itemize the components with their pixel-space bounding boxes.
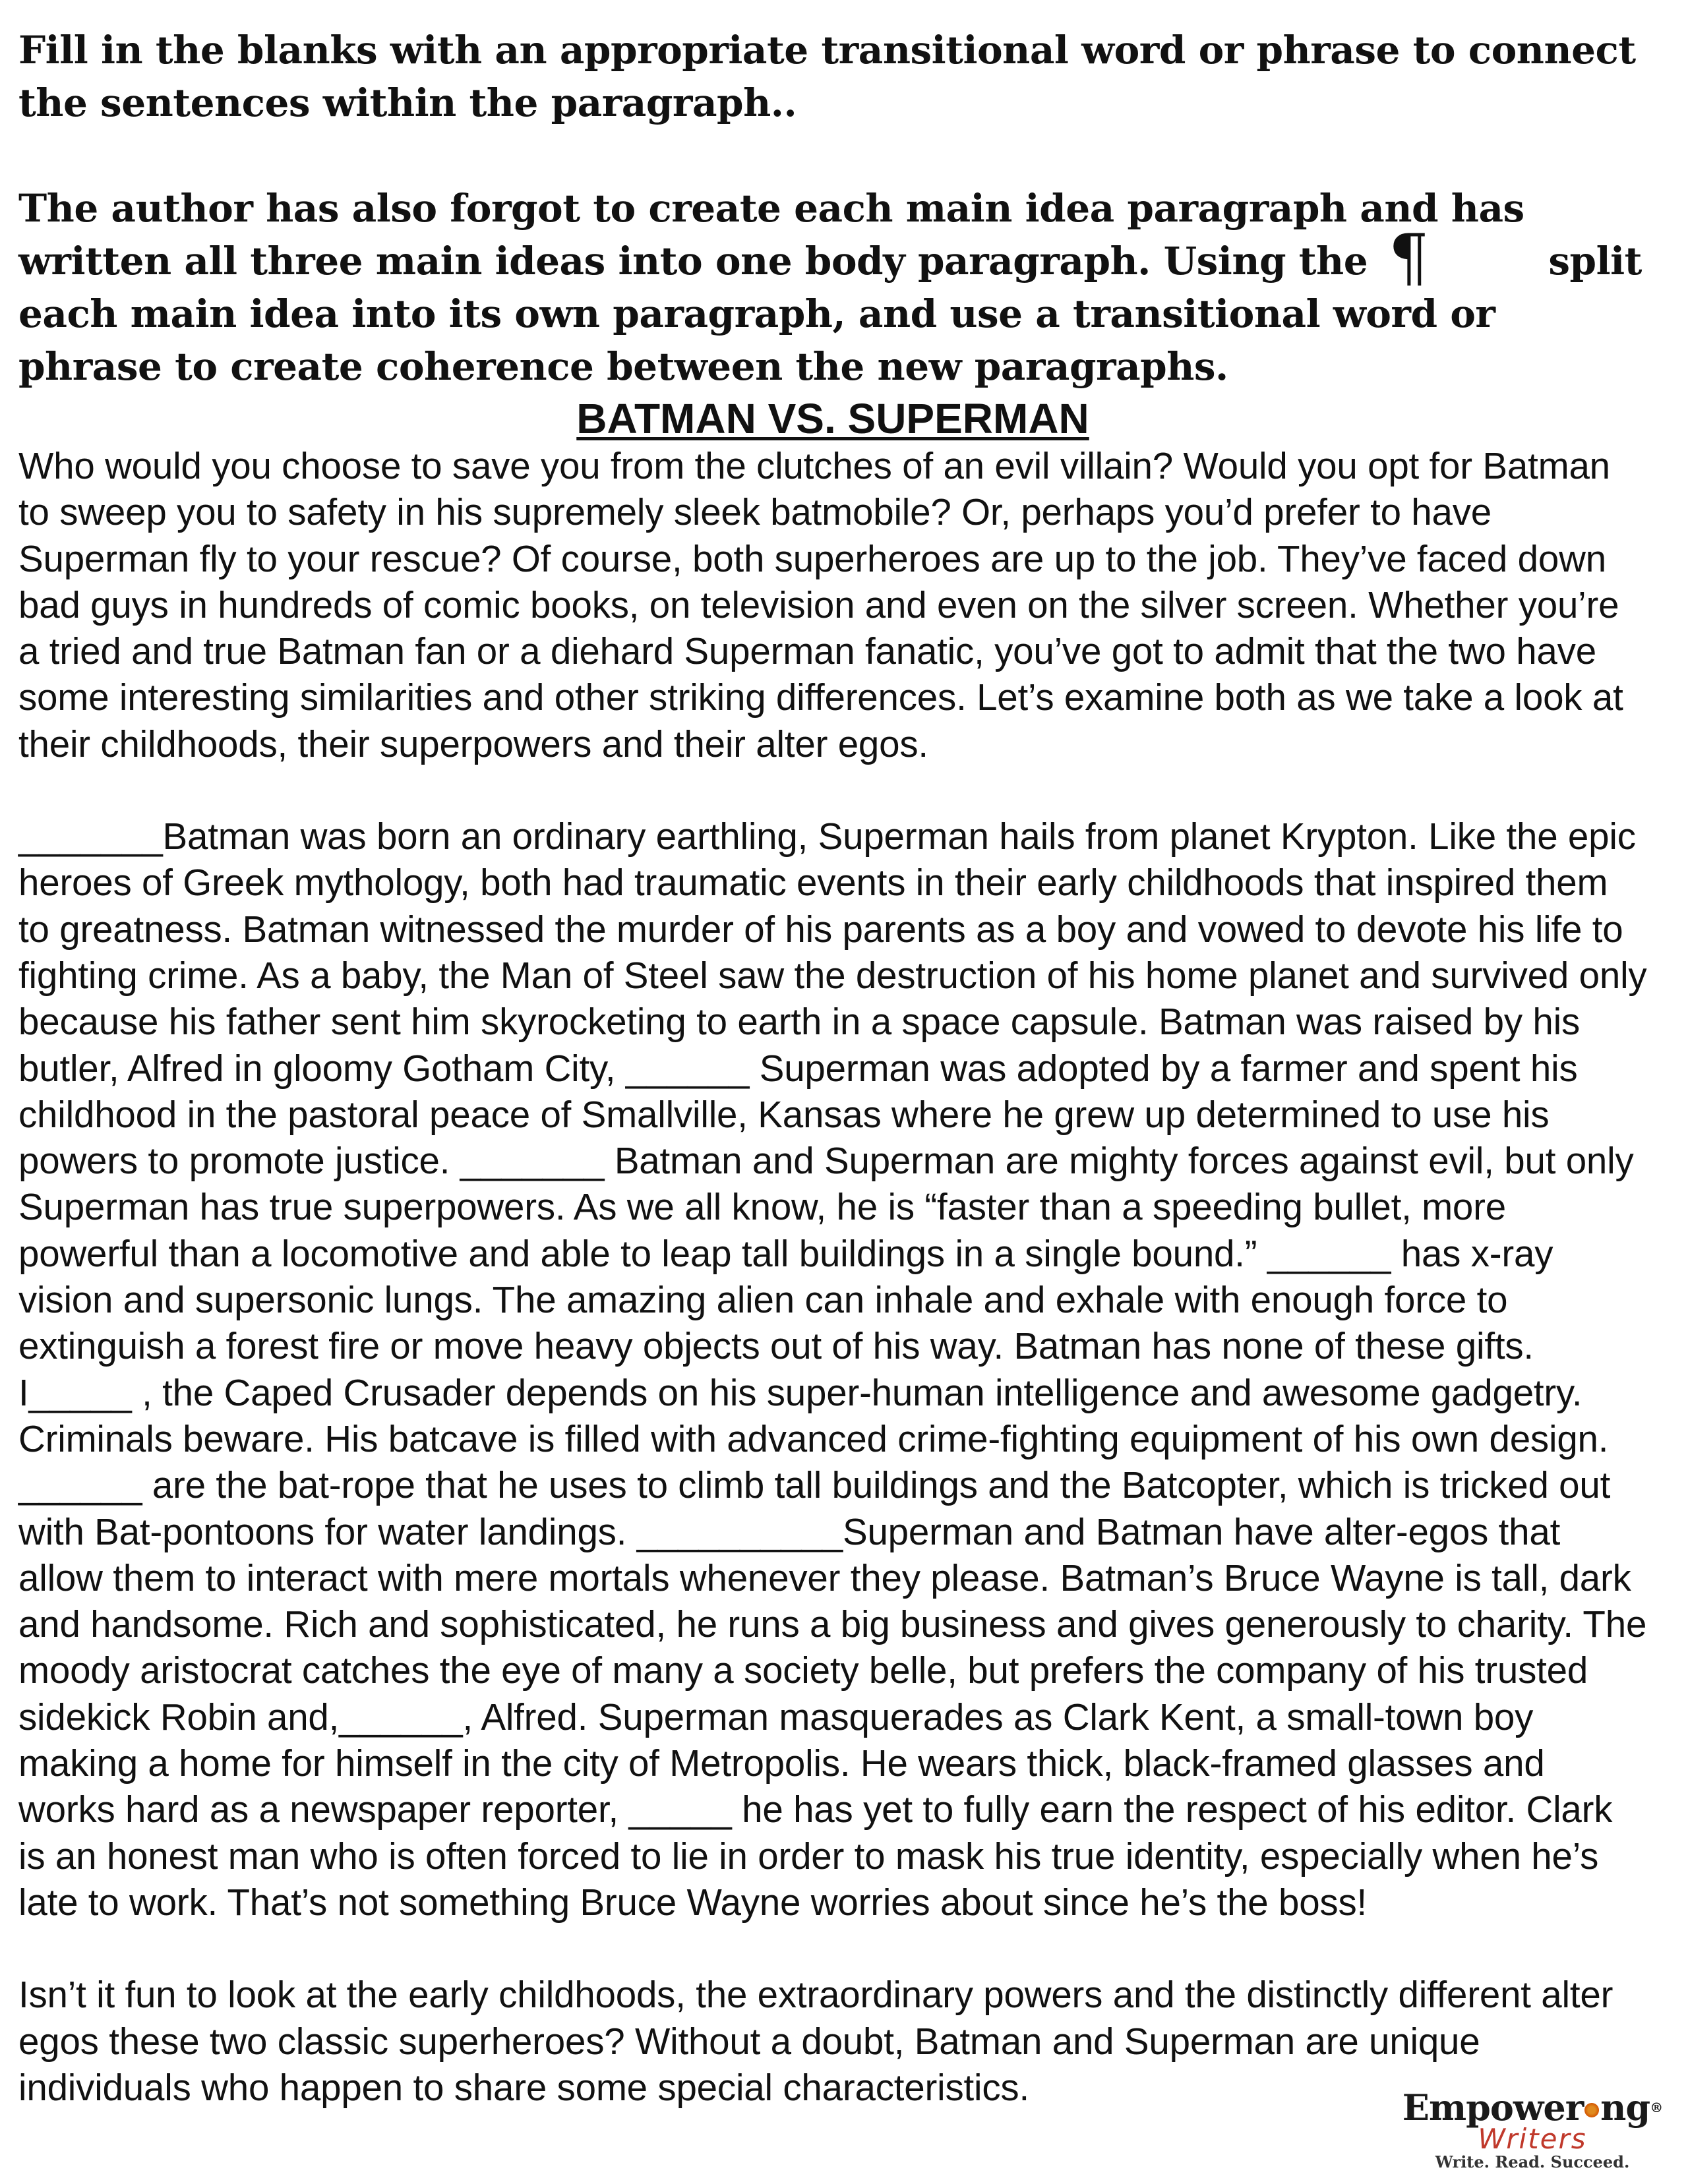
body-paragraph: _______Batman was born an ordinary earthling, Superman hails from planet Krypton. Like the epic heroes of Greek mythology, both had traumatic events in their early childhoods that inspired them to greatness. Batman witnessed the murder of his parents as a boy and vowed to devote his life to fighting crime. As a baby, the Man of Steel saw the destruction of his home planet and survived only because his father sent him skyrocketing to earth in a space capsule. Batman was raised by his butler, Alfred in gloomy Gotham City, ______ Superman was adopted by a farmer and spent his childhood in the pastoral peace of Smallville, Kansas where he grew up determined to use his powers to promote justice. _______ Batman and Superman are mighty forces against evil, but only Superman has true superpowers. As we all know, he is “faster than a speeding bullet, more powerful than a locomotive and able to leap tall buildings in a single bound.” ______ has x-ray vision and supersonic lungs. The amazing alien can inhale and exhale with enough force to extinguish a forest fire or move heavy objects out of his way. Batman has none of these gifts. I_____ , the Caped Crusader depends on his super-human intelligence and awesome gadgetry. Criminals beware. His batcave is filled with advanced crime-fighting equipment of his own design. ______ are the bat-rope that he uses to climb tall buildings and the Batcopter, which is tricked out with Bat-pontoons for water landings. __________Superman and Batman have alter-egos that allow them to interact with mere mortals whenever they please. Batman’s Bruce Wayne is tall, dark and handsome. Rich and sophisticated, he runs a big business and gives generously to charity. The moody aristocrat catches the eye of many a society belle, but prefers the company of his trusted sidekick Robin and,______, Alfred. Superman masquerades as Clark Kent, a small-town boy making a home for himself in the city of Metropolis. He wears thick, black-framed glasses and works hard as a newspaper reporter, _____ he has yet to fully earn the respect of his editor. Clark is an honest man who is often forced to lie in order to mask his true identity, especially when he’s late to work. That’s not something Bruce Wayne worries about since he’s the boss!	[18, 815, 1647, 1923]
logo-wordmark: Empower ng®	[1402, 2086, 1663, 2129]
empowering-writers-logo	[1387, 2086, 1677, 2181]
sun-icon	[1584, 2103, 1599, 2117]
instruction-fill-blanks: Fill in the blanks with an appropriate transitional word or phrase to connect the sentences within the paragraph..	[18, 28, 1636, 125]
logo-tagline: Write. Read. Succeed.	[1435, 2152, 1630, 2171]
essay-body	[18, 443, 1647, 2111]
pilcrow-icon: ¶	[1388, 221, 1429, 295]
essay-title: BATMAN VS. SUPERMAN	[576, 395, 1089, 442]
instruction-text-end: split each main idea into its own paragraph, and use a transitional word or phrase to create coherence between the new paragraphs.	[18, 239, 1642, 389]
instruction-split-paragraphs	[18, 182, 1647, 393]
conclusion-paragraph: Isn’t it fun to look at the early childhoods, the extraordinary powers and the distinctly different alter egos these two classic superheroes? Without a doubt, Batman and Superman are unique individuals who happen to share some special characteristics.	[18, 1974, 1613, 2108]
intro-paragraph: Who would you choose to save you from the clutches of an evil villain? Would you opt for Batman to sweep you to safety in his supremely sleek batmobile? Or, perhaps you’d prefer to have Superman fly to your rescue? Of course, both superheroes are up to the job. They’ve faced down bad guys in hundreds of comic books, on television and even on the silver screen. Whether you’re a tried and true Batman fan or a diehard Superman fanatic, you’ve got to admit that the two have some interesting similarities and other striking differences. Let’s examine both as we take a look at their childhoods, their superpowers and their alter egos.	[18, 445, 1623, 765]
logo-script: Writers	[1478, 2123, 1587, 2155]
worksheet-page	[18, 24, 1647, 2111]
instructions	[18, 24, 1647, 393]
instruction-text-start: The author has also forgot to create each main idea paragraph and has written all three main ideas into one body paragraph. Using the	[18, 186, 1524, 283]
